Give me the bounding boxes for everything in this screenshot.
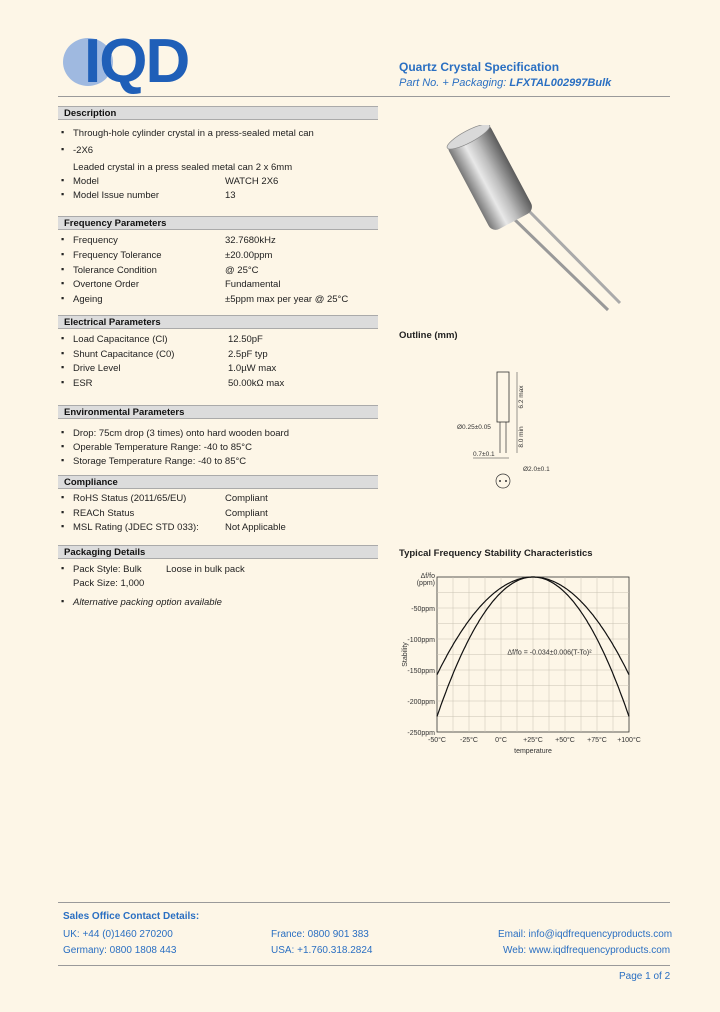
environmental-label: Storage Temperature Range: -40 to 85°C: [73, 455, 247, 467]
electrical-value: 12.50pF: [228, 334, 263, 345]
x-tick-label: +100°C: [617, 737, 641, 744]
page-number: Page 1 of 2: [619, 971, 671, 982]
y-tick-label: -250ppm: [407, 730, 435, 737]
section-electrical: Electrical Parameters: [58, 315, 378, 329]
contact-web[interactable]: Web: www.iqdfrequencyproducts.com: [503, 945, 671, 956]
bullet: ▪: [61, 362, 65, 373]
compliance-label: RoHS Status (2011/65/EU): [73, 493, 187, 504]
bullet: ▪: [61, 440, 65, 451]
frequency-value: 32.7680kHz: [225, 235, 276, 246]
dim-body: Ø2.0±0.1: [523, 466, 550, 473]
dim-length: 6.2 max: [518, 385, 525, 409]
y-tick-label: -100ppm: [407, 637, 435, 644]
outline-title: Outline (mm): [399, 330, 458, 341]
product-image: [420, 125, 650, 325]
section-description: Description: [58, 106, 378, 120]
y-tick-label: -50ppm: [411, 606, 435, 613]
contact-germany[interactable]: Germany: 0800 1808 443: [63, 945, 177, 956]
contact-uk[interactable]: UK: +44 (0)1460 270200: [63, 929, 173, 940]
y-tick-label: -150ppm: [407, 668, 435, 675]
compliance-label: REACh Status: [73, 507, 135, 519]
electrical-label: Drive Level: [73, 363, 121, 375]
frequency-value: ±20.00ppm: [225, 249, 273, 261]
x-tick-label: -50°C: [428, 737, 446, 744]
bullet: ▪: [61, 234, 65, 244]
x-tick-label: -25°C: [460, 737, 478, 744]
crystal-can: [444, 125, 534, 233]
outline-end-view: [496, 474, 510, 488]
compliance-value: Compliant: [225, 507, 268, 519]
bullet: ▪: [61, 263, 65, 274]
y-top-label: Δf/fo: [420, 573, 435, 580]
company-logo: IQD: [84, 27, 189, 96]
bullet: ▪: [61, 492, 65, 502]
electrical-label: Load Capacitance (Cl): [73, 334, 168, 345]
y-tick-label: (ppm): [416, 580, 435, 587]
part-number: Part No. + Packaging: LFXTAL002997Bulk: [399, 77, 612, 89]
environmental-label: Drop: 75cm drop (3 times) onto hard wooden board: [73, 428, 289, 439]
bullet: ▪: [61, 521, 65, 531]
frequency-label: Frequency: [73, 235, 118, 246]
bullet: ▪: [61, 454, 65, 465]
bullet: ▪: [61, 506, 65, 517]
footer-title: Sales Office Contact Details:: [63, 911, 200, 922]
frequency-label: Overtone Order: [73, 279, 139, 291]
contact-email[interactable]: Email: info@iqdfrequencyproducts.com: [498, 929, 673, 940]
section-compliance: Compliance: [58, 475, 378, 489]
bullet: ▪: [61, 278, 65, 289]
compliance-label: MSL Rating (JDEC STD 033):: [73, 522, 199, 533]
outline-pin-b: [505, 480, 507, 482]
compliance-value: Compliant: [225, 493, 268, 504]
contact-usa[interactable]: USA: +1.760.318.2824: [271, 945, 373, 956]
stability-chart: [395, 560, 645, 760]
electrical-value: 1.0µW max: [228, 363, 277, 375]
bullet: ▪: [61, 427, 65, 437]
bullet: ▪: [61, 376, 65, 387]
frequency-label: Frequency Tolerance: [73, 249, 162, 261]
desc-issue-value: 13: [225, 190, 236, 201]
desc-model-value: WATCH 2X6: [225, 176, 279, 187]
section-packaging: Packaging Details: [58, 545, 378, 559]
page-divider: [58, 965, 670, 966]
bullet: ▪: [61, 333, 65, 343]
electrical-label: Shunt Capacitance (C0): [73, 348, 175, 360]
chart-title: Typical Frequency Stability Characteristics: [399, 548, 593, 559]
electrical-label: ESR: [73, 377, 93, 389]
chart-annotation: Δf/fo = -0.034±0.006(T-To)²: [507, 649, 592, 657]
frequency-value: Fundamental: [225, 279, 281, 291]
crystal-lead-2: [512, 217, 608, 310]
x-tick-label: +75°C: [587, 737, 607, 744]
frequency-value: ±5ppm max per year @ 25°C: [225, 294, 349, 306]
electrical-value: 50.00kΩ max: [228, 377, 285, 389]
dim-lead: 8.0 min: [518, 426, 525, 448]
y-tick-label: -200ppm: [407, 699, 435, 706]
outline-drawing: [455, 365, 555, 495]
bullet: ▪: [61, 347, 65, 358]
dim-diameter: Ø0.25±0.05: [457, 424, 491, 431]
page-title: Quartz Crystal Specification: [399, 60, 560, 74]
x-tick-label: +50°C: [555, 737, 575, 744]
bullet: ▪: [61, 293, 65, 304]
header-divider: [58, 96, 670, 97]
outline-body: [497, 372, 509, 422]
y-axis-label: Stability: [402, 642, 409, 667]
pack-style-value: Loose in bulk pack: [166, 564, 245, 575]
frequency-label: Tolerance Condition: [73, 264, 157, 276]
section-environmental: Environmental Parameters: [58, 405, 378, 419]
section-frequency: Frequency Parameters: [58, 216, 378, 230]
footer-divider: [58, 902, 670, 903]
frequency-label: Ageing: [73, 294, 103, 306]
bullet: ▪: [61, 248, 65, 259]
environmental-label: Operable Temperature Range: -40 to 85°C: [73, 441, 252, 453]
contact-france[interactable]: France: 0800 901 383: [271, 929, 369, 940]
dim-pitch: 0.7±0.1: [473, 451, 495, 458]
x-axis-label: temperature: [514, 748, 552, 755]
x-tick-label: 0°C: [495, 737, 507, 744]
x-tick-label: +25°C: [523, 737, 543, 744]
compliance-value: Not Applicable: [225, 522, 286, 533]
frequency-value: @ 25°C: [225, 264, 259, 276]
outline-pin-a: [499, 480, 501, 482]
crystal-lead-1: [528, 210, 620, 303]
electrical-value: 2.5pF typ: [228, 348, 268, 360]
